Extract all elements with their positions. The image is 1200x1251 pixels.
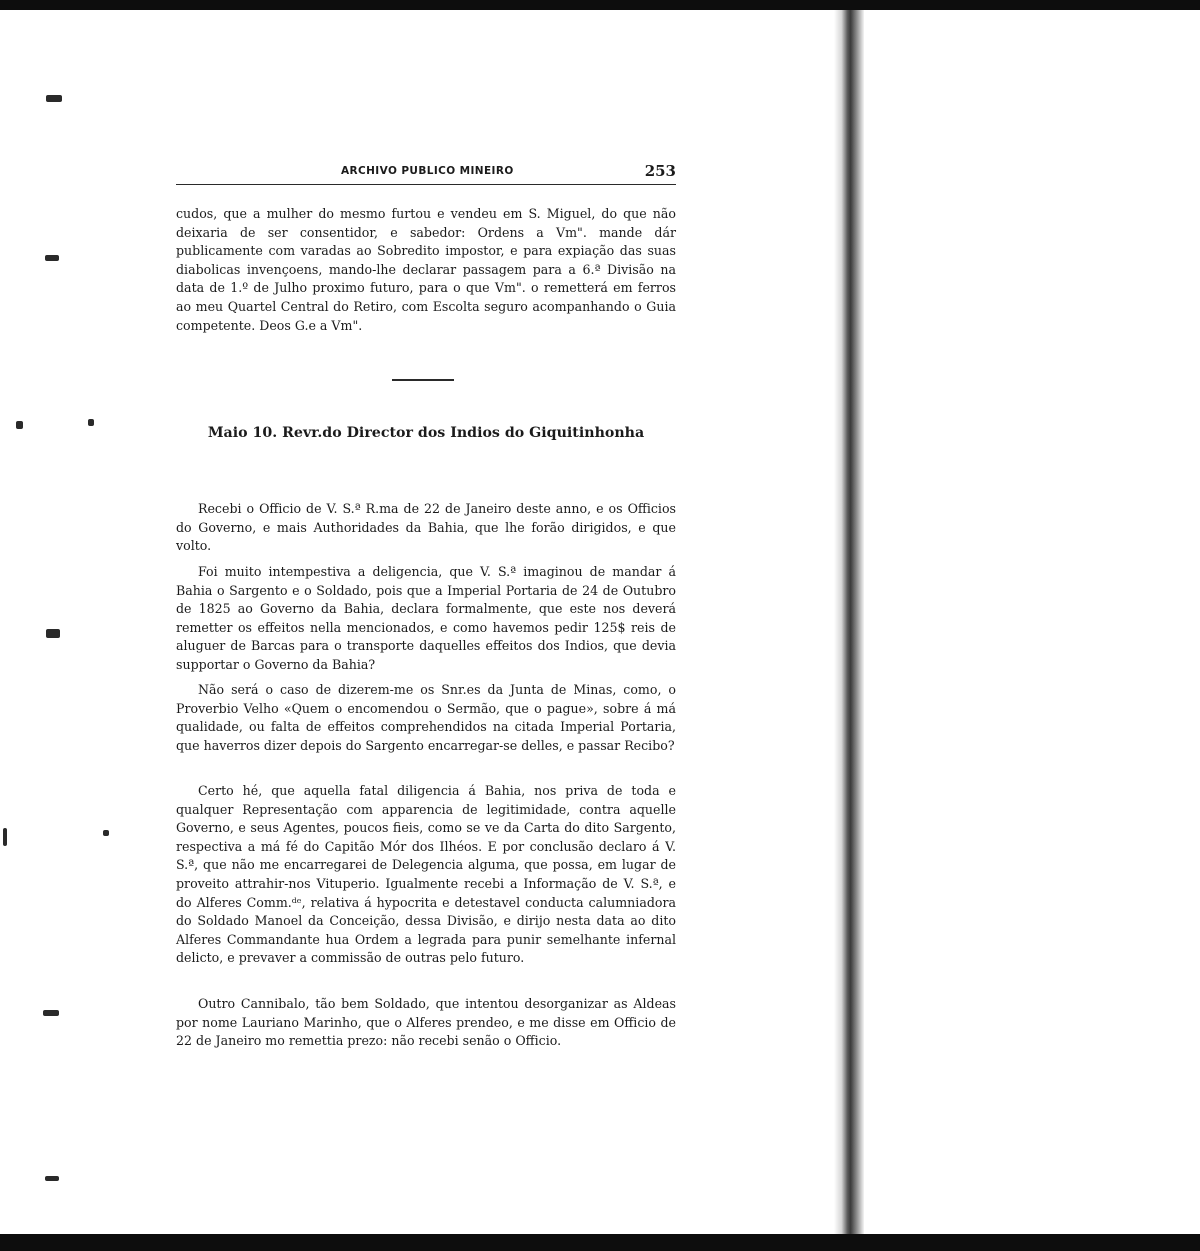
facing-page-blank <box>864 10 1200 1234</box>
book-page <box>176 150 676 1110</box>
scan-speck <box>46 629 60 638</box>
scan-speck <box>46 95 62 102</box>
scan-speck <box>88 419 94 426</box>
scan-speck <box>45 255 59 261</box>
running-title: ARCHIVO PUBLICO MINEIRO <box>341 165 514 177</box>
scan-bottom-edge <box>0 1234 1200 1251</box>
scan-speck <box>103 830 109 836</box>
scan-speck <box>3 828 7 846</box>
scan-speck <box>16 421 23 429</box>
running-head <box>176 162 676 184</box>
header-rule <box>176 184 676 185</box>
letter-heading: Maio 10. Revr.do Director dos Indios do Giquitinhonha <box>207 425 645 441</box>
letter-paragraph: Foi muito intempestiva a deligencia, que V. S.ª imaginou de mandar á Bahia o Sargento e o Soldado, pois que a Imperial Portaria de 24 de Outubro de 1825 ao Governo da Bahia, declara formalmente, que este nos deverá remetter os effeitos nella mencionados, e como havemos pedir 125$ reis de aluguer de Barcas para o transporte daquelles effeitos dos Indios, que devia supportar o Governo da Bahia? <box>176 564 676 672</box>
section-divider <box>392 379 454 381</box>
letter-paragraph: Recebi o Officio de V. S.ª R.ma de 22 de Janeiro deste anno, e os Officios do Governo, e mais Authoridades da Bahia, que lhe forão dirigidos, e que volto. <box>176 501 676 554</box>
scan-speck <box>43 1010 59 1016</box>
scan-speck <box>45 1176 59 1181</box>
book-gutter <box>834 10 864 1234</box>
letter-paragraph: Não será o caso de dizerem-me os Snr.es da Junta de Minas, como, o Proverbio Velho «Quem o encomendou o Sermão, que o pague», sobre á má qualidade, ou falta de effeitos comprehendidos na citada Imperial Portaria, que haverros dizer depois do Sargento encarregar-se delles, e passar Recibo? <box>176 682 676 753</box>
page-number: 253 <box>644 162 676 180</box>
continuation-paragraph: cudos, que a mulher do mesmo furtou e vendeu em S. Miguel, do que não deixaria de ser consentidor, e sabedor: Ordens a Vm". mande dár publicamente com varadas ao Sobredito impostor, e para expiação das suas diabolicas invençoens, mando-lhe declarar passagem para a 6.ª Divisão na data de 1.º de Julho proximo futuro, para o que Vm". o remetterá em ferros ao meu Quartel Central do Retiro, com Escolta seguro acompanhando o Guia competente. Deos G.e a Vm". <box>176 206 676 333</box>
letter-paragraph: Outro Cannibalo, tão bem Soldado, que intentou desorganizar as Aldeas por nome Lauriano Marinho, que o Alferes prendeo, e me disse em Officio de 22 de Janeiro mo remettia prezo: não recebi senão o Officio. <box>176 996 676 1049</box>
letter-paragraph: Certo hé, que aquella fatal diligencia á Bahia, nos priva de toda e qualquer Representação com apparencia de legitimidade, contra aquelle Governo, e seus Agentes, poucos fieis, como se ve da Carta do dito Sargento, respectiva a má fé do Capitão Mór dos Ilhéos. E por conclusão declaro á V. S.ª, que não me encarregarei de Delegencia alguma, que possa, em lugar de proveito attrahir-nos Vituperio. Igualmente recebi a Informação de V. S.ª, e do Alferes Comm.ᵈᵉ, relativa á hypocrita e detestavel conducta calumniadora do Soldado Manoel da Conceição, dessa Divisão, e dirijo nesta data ao dito Alferes Commandante hua Ordem a legrada para punir semelhante infernal delicto, e prevaver a commissão de outras pelo futuro. <box>176 783 676 966</box>
scan-top-edge <box>0 0 1200 10</box>
